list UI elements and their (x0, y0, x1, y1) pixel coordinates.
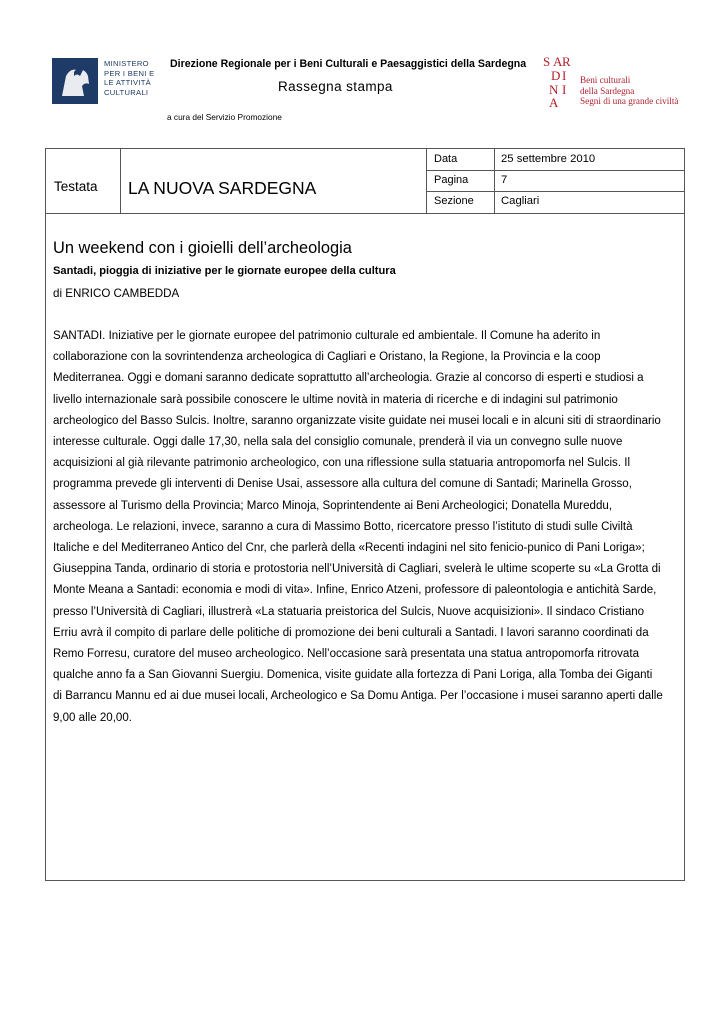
svg-text:S: S (543, 54, 551, 69)
sardegna-logo-line: Beni culturali (580, 75, 631, 85)
article-subtitle: Santadi, pioggia di iniziative per le giornate europee della cultura (53, 265, 396, 277)
svg-text:N: N (549, 82, 559, 97)
article-title: Un weekend con i gioielli dell’archeologia (53, 239, 352, 257)
body-line: SANTADI. Iniziative per le giornate europee del patrimonio culturale ed ambientale. Il Comune ha aderito in (53, 330, 601, 342)
sardegna-logo-text (580, 75, 678, 107)
body-line: Monte Meana a Santadi: economia e modi di vita». Infine, Enrico Atzeni, professore di paleontologia e antichità Sarde, (53, 584, 657, 597)
sezione-value: Cagliari (501, 195, 540, 207)
testata-value: LA NUOVA SARDEGNA (128, 178, 317, 198)
body-line: collaborazione con la sovrintendenza archeologica di Cagliari e Oristano, la Regione, la Provincia e la coop (53, 351, 601, 364)
body-line: di Barrancu Mannu ed ai due musei locali, Archeologico e Sa Domu Antiga. Per l’occasione i musei saranno aperti dalle (53, 690, 663, 703)
body-line: programma prevede gli interventi di Denise Usai, assessore alla cultura del comune di Santadi; Marinella Grosso, (53, 478, 632, 491)
svg-text:D: D (551, 68, 561, 83)
mibac-logo-line: MINISTERO (104, 59, 149, 68)
body-line: archeologa. Le relazioni, invece, saranno a cura di Massimo Botto, ricercatore presso l’istituto di studi sulle Civiltà (53, 520, 633, 533)
body-line: qualche anno fa a San Giovanni Suergiu. Domenica, visite guidate alla fortezza di Pani Loriga, alla Tomba dei Giganti (53, 669, 653, 682)
article-body (53, 326, 693, 729)
svg-text:A: A (549, 95, 559, 109)
header-cura: a cura del Servizio Promozione (167, 112, 282, 122)
data-label: Data (434, 153, 458, 165)
sardegna-logo-line: della Sardegna (580, 85, 635, 96)
table-divider (426, 191, 684, 192)
body-line: archeologico del Basso Sulcis. Inoltre, saranno organizzate visite guidate nei musei locali e in alcuni siti di straordinario (53, 414, 661, 427)
body-line: Mediterranea. Oggi e domani saranno dedicate soprattutto all’archeologia. Grazie al concorso di esperti e studiosi a (53, 372, 644, 385)
sardegna-logo-line: Segni di una grande civiltà (580, 96, 679, 107)
sardegna-mark-icon (540, 53, 574, 109)
mibac-logo-line: PER I BENI E (104, 68, 155, 78)
body-line: presso l’Università di Cagliari, illustrerà «La statuaria preistorica del Sulcis, Nuove acquisizioni». Il sindaco Cristiano (53, 605, 645, 618)
pagina-value: 7 (501, 174, 508, 186)
body-line: livello internazionale sarà possibile conoscere le ultime novità in materia di ricerche e di indagini sul patrimonio (53, 393, 618, 406)
mibac-badge-icon (52, 58, 98, 104)
svg-text:I: I (562, 82, 567, 97)
svg-text:I: I (562, 68, 567, 83)
header-subtitle: Rassegna stampa (278, 79, 393, 94)
body-line: Remo Forresu, curatore del museo archeologico. Nell’occasione sarà presentata una statua antropomorfa ritrovata (53, 648, 639, 661)
body-line: 9,00 alle 20,00. (53, 711, 132, 724)
body-line: assessore al Turismo della Provincia; Marco Minoja, Soprintendente ai Beni Archeologici; Donatella Mureddu, (53, 499, 613, 512)
mibac-logo-line: CULTURALI (104, 87, 149, 97)
table-divider (426, 149, 427, 213)
svg-text:R: R (562, 54, 571, 69)
sezione-label: Sezione (434, 195, 474, 207)
article-author: di ENRICO CAMBEDDA (53, 287, 180, 300)
sardegna-logo (540, 53, 690, 113)
table-divider (426, 170, 684, 171)
svg-text:A: A (553, 54, 563, 69)
testata-label: Testata (54, 179, 98, 194)
data-value: 25 settembre 2010 (501, 153, 596, 165)
mibac-logo-text (104, 59, 154, 97)
article-frame (45, 148, 685, 881)
body-line: acquisizioni al già rilevante patrimonio archeologico, con una riflessione sulla statuaria antropomorfa nel Sulcis. Il (53, 457, 631, 470)
mibac-logo-line: LE ATTIVITÀ (104, 78, 152, 88)
table-divider (494, 149, 495, 213)
body-line: interesse culturale. Oggi dalle 17,30, nella sala del consiglio comunale, prenderà il via un convegno sulle nuove (53, 436, 623, 449)
table-divider (120, 149, 121, 213)
body-line: Erriu avrà il compito di parlare delle politiche di promozione dei beni culturali a Santadi. I lavori saranno coordinati da (53, 626, 649, 639)
header-title: Direzione Regionale per i Beni Culturali e Paesaggistici della Sardegna (170, 58, 527, 70)
mibac-logo (52, 58, 156, 104)
info-table (46, 149, 684, 214)
body-line: Italiche e del Mediterraneo Antico del Cnr, che parlerà della «Recenti indagini nel sito fenicio-punico di Pani Loriga»; (53, 542, 645, 555)
body-line: Giuseppina Tanda, ordinario di storia e protostoria nell’Università di Cagliari, svelerà le ultime scoperte su «La Grotta di (53, 563, 661, 576)
pagina-label: Pagina (434, 174, 469, 186)
